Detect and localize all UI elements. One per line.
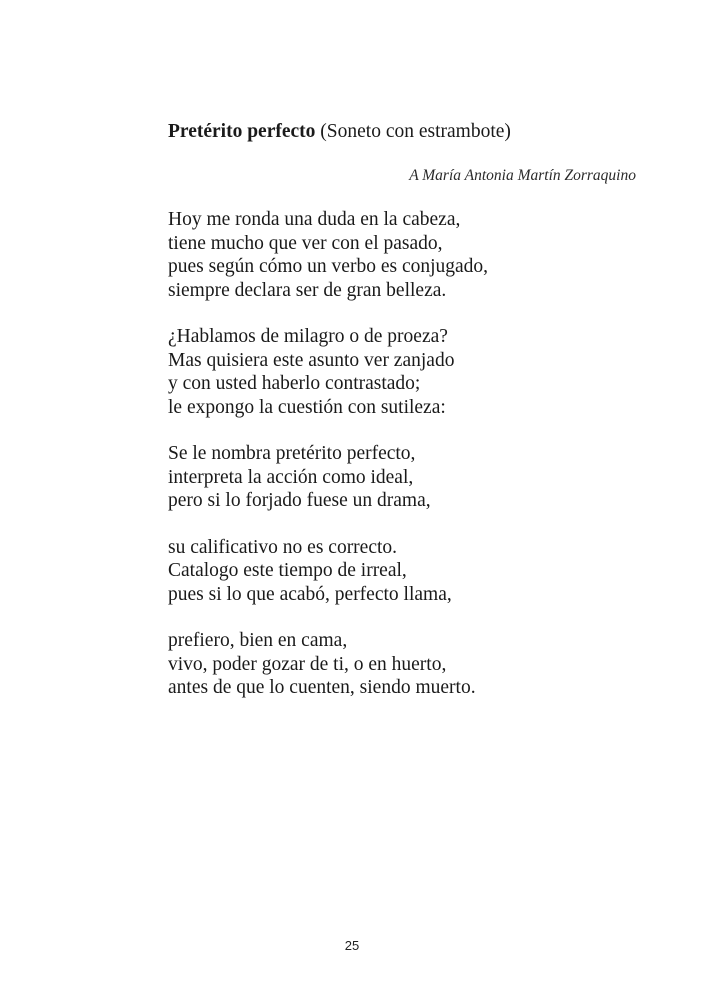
verse-line: ¿Hablamos de milagro o de proeza? [168, 326, 448, 347]
stanza-4 [168, 536, 488, 607]
verse-line: Catalogo este tiempo de irreal, [168, 560, 407, 581]
verse-line: siempre declara ser de gran belleza. [168, 279, 447, 301]
verse-line: Hoy me ronda una duda en la cabeza, [168, 209, 461, 230]
verse-line: antes de que lo cuenten, siendo muerto. [168, 677, 476, 698]
verse-line: pues según cómo un verbo es conjugado, [168, 256, 489, 277]
stanza-1 [168, 208, 488, 302]
poem-dedication: A María Antonia Martín Zorraquino [409, 167, 636, 184]
verse-line: Mas quisiera este asunto ver zanjado [168, 349, 455, 371]
poem-title-main: Pretérito perfecto [168, 121, 316, 142]
poem-body [168, 208, 488, 723]
verse-line: pero si lo forjado fuese un drama, [168, 490, 431, 511]
verse-line: vivo, poder gozar de ti, o en huerto, [168, 653, 447, 675]
poem-title-subtitle: (Soneto con estrambote) [320, 121, 511, 142]
verse-line: su calificativo no es correcto. [168, 536, 398, 558]
stanza-5-estrambote [168, 629, 488, 700]
verse-line: Se le nombra pretérito perfecto, [168, 443, 416, 464]
page-number: 25 [344, 938, 360, 953]
verse-line: tiene mucho que ver con el pasado, [168, 232, 443, 254]
stanza-2 [168, 325, 488, 419]
verse-line: y con usted haberlo contrastado; [168, 373, 421, 394]
verse-line: interpreta la acción como ideal, [168, 466, 414, 488]
verse-line: le expongo la cuestión con sutileza: [168, 396, 446, 418]
verse-line: prefiero, bien en cama, [168, 630, 348, 651]
stanza-3 [168, 442, 488, 513]
poem-title [168, 120, 511, 144]
verse-line: pues si lo que acabó, perfecto llama, [168, 583, 452, 605]
